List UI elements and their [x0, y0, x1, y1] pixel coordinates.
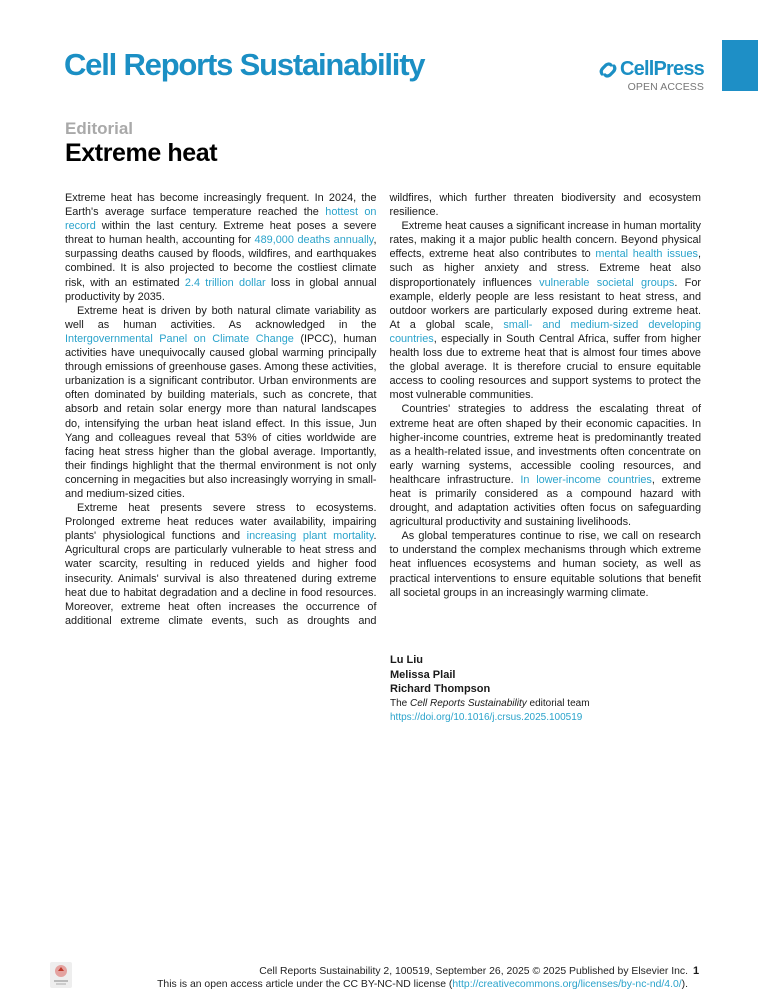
- publisher-name: CellPress: [620, 58, 704, 80]
- body-text: (IPCC), human activities have unequivocally caused global warming principally through emissions of greenhouse gases. Among these activities, urbanization is a significant contributor. Urban environments are often dominated by building materials, such as concrete, that absorb and retain solar energy more than natural landscapes do, intensifying the urban heat island effect. In this issue, Jun Yang and colleagues reveal that 53% of cities worldwide are facing heat stress higher than the global average. Importantly, their findings highlight that the thermal environment is not only concerning in megacities but also increasingly worrying in small- and medium-sized cities.: [65, 332, 377, 500]
- article-title: Extreme heat: [65, 139, 218, 167]
- check-for-updates-icon[interactable]: [50, 962, 72, 988]
- body-text: . For example, elderly people are less resistant to heat stress, and outdoor workers are particularly exposed during extreme heat. At a global scale,: [389, 276, 702, 331]
- body-text: Countries' strategies to address the escalating threat of extreme heat are often shaped by their economic capacities. In higher-income countries, extreme heat is predominantly treated as a health-related issue, and investments often concentrate on early warning systems, accessible cooling resources, and healthcare infrastructure.: [389, 403, 701, 486]
- editorial-team: [390, 697, 590, 712]
- inline-link[interactable]: vulnerable societal groups: [539, 276, 675, 289]
- body-text: Extreme heat has become increasingly frequent. In 2024, the Earth's average surface temperature reached the: [65, 192, 377, 219]
- inline-link[interactable]: Intergovernmental Panel on Climate Change: [65, 332, 294, 345]
- body-text: , especially in South Central Africa, suffer from higher health loss due to extreme heat that is almost four times above the global average. It is therefore crucial to ensure equitable access to cooling resources and support systems to protect the most vulnerable communities.: [389, 332, 701, 402]
- body-paragraph: [390, 402, 702, 529]
- license-line: [157, 978, 688, 991]
- cellpress-link-icon: [599, 62, 617, 78]
- body-paragraph: [65, 191, 377, 304]
- author-name: Melissa Plail: [390, 668, 456, 681]
- body-text: As global temperatures continue to rise, we call on research to understand the complex mechanisms through which extreme heat influences ecosystems and human society, as well as practical interventions to ensure equitable solutions that benefit all societal groups in an increasingly warming climate.: [389, 530, 701, 599]
- body-text: , extreme heat is primarily considered as a compound hazard with drought, and adaptation activities often focus on safeguarding agricultural productivity and sustaining livelihoods.: [389, 473, 701, 529]
- article-type: Editorial: [65, 119, 134, 138]
- cellpress-logo[interactable]: [596, 58, 704, 93]
- author-name: Richard Thompson: [390, 683, 491, 695]
- page-number: 1: [693, 965, 700, 977]
- license-suffix: ).: [681, 979, 688, 990]
- inline-link[interactable]: In lower-income countries: [520, 473, 652, 486]
- body-text: , surpassing deaths caused by floods, wildfires, and earthquakes combined. It is also projected to become the costliest climate risk, with an estimated: [65, 234, 377, 289]
- team-journal: Cell Reports Sustainability: [410, 697, 527, 709]
- body-text: Extreme heat is driven by both natural climate variability as well as human activities. As acknowledged in the: [65, 304, 377, 331]
- inline-link[interactable]: 489,000 deaths annually: [254, 234, 374, 247]
- inline-link[interactable]: small- and medium-sized developing countries: [389, 318, 701, 345]
- body-paragraph: [65, 304, 377, 501]
- body-text: . Agricultural crops are particularly vulnerable to heat stress and water scarcity, resulting in reduced yields and higher food insecurity. Animals' survival is also threatened during extreme heat due to habitat degradation and a decline in food resources. Moreover, extreme heat often increases the occurrence of additional extreme climate events, such as droughts and wildfires, which further threaten biodiversity and ecosystem resilience.: [65, 192, 701, 627]
- team-prefix: The: [390, 697, 411, 709]
- inline-link[interactable]: mental health issues: [595, 248, 698, 261]
- body-text: Extreme heat causes a significant increase in human mortality rates, making it a major public health concern. Beyond physical effects, extreme heat also contributes to: [389, 220, 701, 261]
- inline-link[interactable]: 2.4 trillion dollar: [184, 276, 266, 289]
- article-body: [65, 191, 701, 631]
- inline-link[interactable]: hottest on record: [65, 206, 377, 233]
- author-block: [390, 653, 590, 726]
- footer-citation: [157, 965, 688, 991]
- body-text: , such as higher anxiety and stress. Extreme heat also disproportionately influences: [389, 248, 701, 289]
- license-link[interactable]: http://creativecommons.org/licenses/by-nc-nd/4.0/: [452, 979, 682, 990]
- author-name: Lu Liu: [390, 654, 423, 666]
- license-prefix: This is an open access article under the CC BY-NC-ND license (: [157, 979, 453, 990]
- body-paragraph: [390, 219, 702, 402]
- journal-title: Cell Reports Sustainability: [64, 47, 425, 82]
- body-paragraph: [390, 529, 702, 599]
- body-text: within the last century. Extreme heat poses a severe threat to human health, accounting for: [65, 220, 377, 247]
- inline-link[interactable]: increasing plant mortality: [246, 530, 374, 543]
- doi-link[interactable]: https://doi.org/10.1016/j.crsus.2025.100519: [390, 712, 583, 723]
- open-access-label: OPEN ACCESS: [627, 81, 704, 93]
- team-suffix: editorial team: [526, 697, 590, 709]
- citation-line: Cell Reports Sustainability 2, 100519, September 26, 2025 © 2025 Published by Elsevier Inc.: [259, 966, 688, 977]
- body-text: Extreme heat presents severe stress to ecosystems. Prolonged extreme heat reduces water availability, impairing plants' physiological functions and: [65, 502, 377, 543]
- body-text: loss in global annual productivity by 2035.: [65, 276, 377, 303]
- journal-color-tab: [722, 40, 758, 91]
